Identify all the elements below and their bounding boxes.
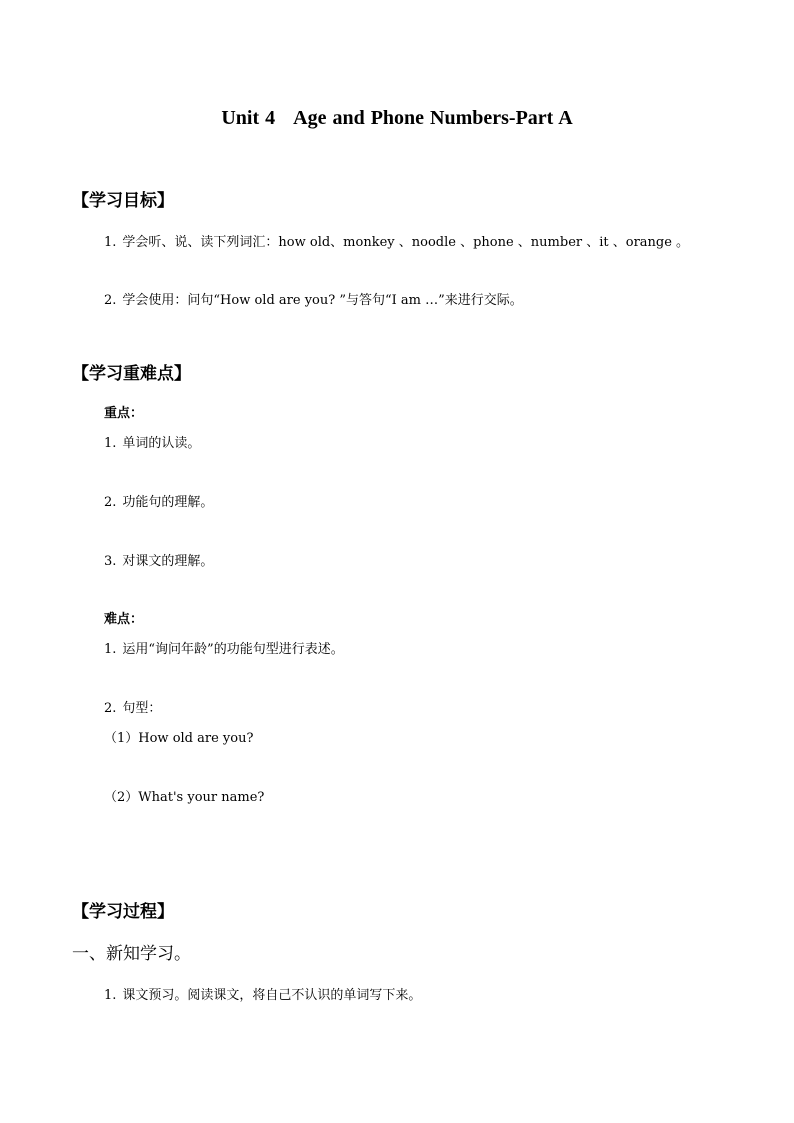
- process-text: 课文预习。阅读课文，将自己不认识的单词写下来。: [122, 988, 422, 1003]
- sentence-pattern-2: （2）What's your name?: [104, 790, 265, 805]
- objective-text: 学会听、说、读下列词汇：how old、monkey 、noodle 、phone 、number 、it 、orange 。: [122, 235, 690, 250]
- focus-text: 功能句的理解。: [122, 495, 214, 510]
- objectives-heading: 【学习目标】: [72, 191, 174, 211]
- difficulty-text: 运用“询问年龄”的功能句型进行表述。: [122, 642, 344, 657]
- unit-name: Age and Phone Numbers-Part A: [293, 107, 573, 129]
- focus-number: 2.: [104, 495, 117, 510]
- document-title: [0, 108, 794, 128]
- difficulty-text: 句型：: [122, 701, 162, 716]
- objective-text: 学会使用：问句“How old are you? ”与答句“I am …”来进行交际。: [122, 293, 523, 308]
- focus-label: 重点：: [104, 406, 144, 421]
- focus-item-2: [104, 496, 213, 509]
- process-heading: 【学习过程】: [72, 902, 174, 922]
- focus-number: 3.: [104, 554, 117, 569]
- difficulty-number: 2.: [104, 701, 117, 716]
- difficulty-item-1: [104, 643, 344, 656]
- difficulty-label: 难点：: [104, 612, 144, 627]
- process-item-1: [104, 989, 421, 1002]
- key-points-heading: 【学习重难点】: [72, 364, 191, 384]
- objective-number: 2.: [104, 293, 117, 308]
- sentence-pattern-1: （1）How old are you?: [104, 731, 254, 746]
- focus-text: 对课文的理解。: [122, 554, 214, 569]
- unit-label: Unit 4: [221, 107, 276, 129]
- focus-text: 单词的认读。: [122, 436, 201, 451]
- focus-item-3: [104, 555, 213, 568]
- objective-item-2: [104, 294, 523, 307]
- objective-item-1: [104, 236, 689, 249]
- difficulty-number: 1.: [104, 642, 117, 657]
- focus-item-1: [104, 437, 200, 450]
- section-new-knowledge: 一、新知学习。: [72, 944, 191, 964]
- process-number: 1.: [104, 988, 117, 1003]
- focus-number: 1.: [104, 436, 117, 451]
- difficulty-item-2: [104, 702, 161, 715]
- objective-number: 1.: [104, 235, 117, 250]
